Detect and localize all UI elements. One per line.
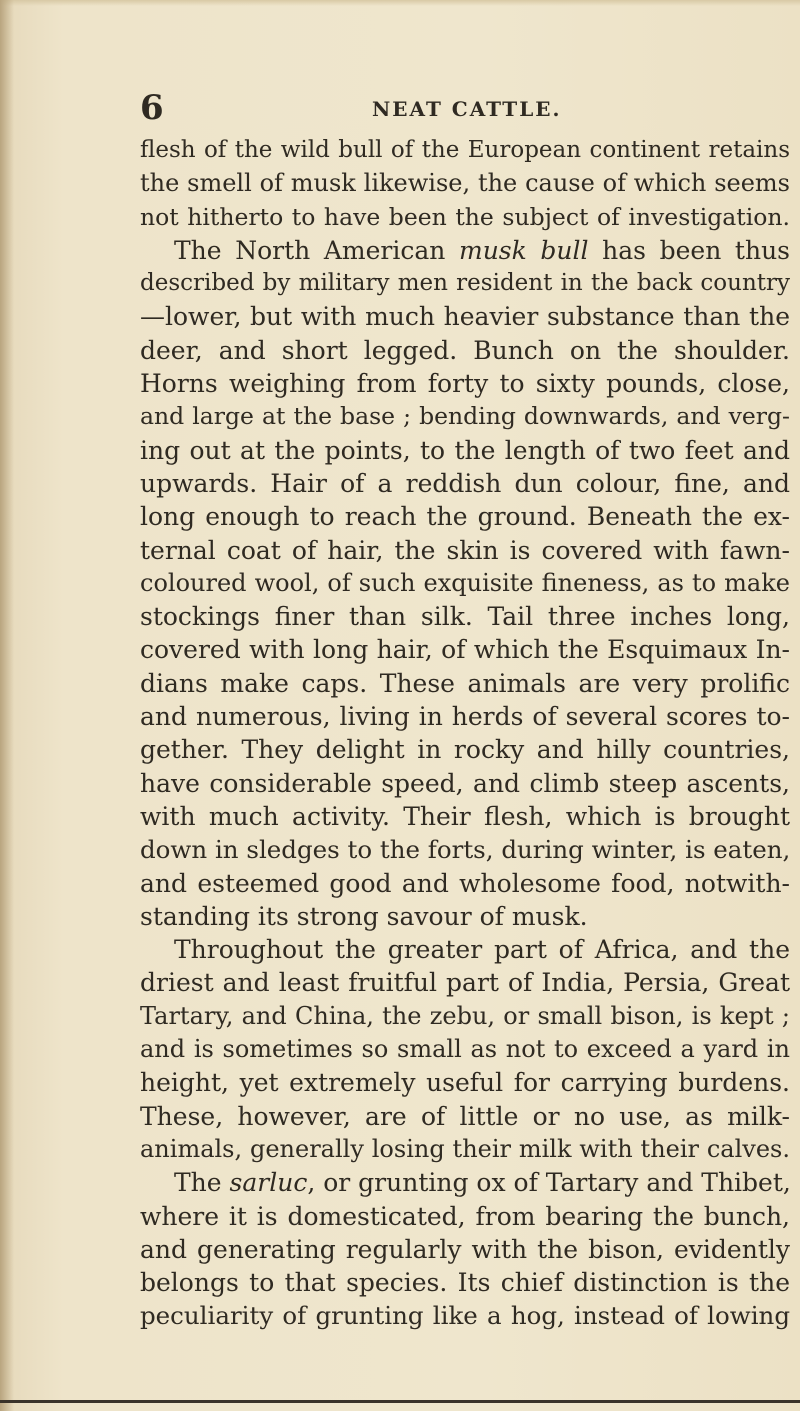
- text-line: standing its strong savour of musk.: [140, 901, 588, 931]
- text-line: Horns weighing from forty to sixty pounds, close,: [140, 369, 790, 399]
- text-line: covered with long hair, of which the Esquimaux In-: [140, 635, 790, 665]
- text-line: and numerous, living in herds of several scores to-: [140, 702, 790, 732]
- text-line: The North American musk bull has been thus: [174, 235, 791, 265]
- text-line: and esteemed good and wholesome food, notwith-: [140, 868, 790, 898]
- text-line: and large at the base ; bending downwards, and verg-: [140, 402, 790, 431]
- text-line: and generating regularly with the bison, evidently: [140, 1234, 790, 1264]
- page-binding-shadow: [0, 0, 14, 1411]
- text-line: not hitherto to have been the subject of investigation.: [140, 202, 790, 231]
- text-line: The sarluc, or grunting ox of Tartary and Thibet,: [174, 1168, 791, 1198]
- text-line: Tartary, and China, the zebu, or small bison, is kept ;: [140, 1001, 790, 1030]
- text-line: gether. They delight in rocky and hilly countries,: [140, 735, 790, 765]
- text-line: deer, and short legged. Bunch on the shoulder.: [140, 335, 790, 365]
- text-line: height, yet extremely useful for carrying burdens.: [140, 1068, 790, 1098]
- text-line: long enough to reach the ground. Beneath the ex-: [140, 502, 790, 532]
- page-header: [140, 88, 780, 128]
- text-line: dians make caps. These animals are very prolific: [140, 668, 790, 698]
- text-line: where it is domesticated, from bearing the bunch,: [140, 1201, 790, 1231]
- text-line: have considerable speed, and climb steep ascents,: [140, 768, 790, 798]
- text-line: and is sometimes so small as not to exceed a yard in: [140, 1035, 790, 1064]
- text-line: with much activity. Their flesh, which is brought: [140, 801, 790, 831]
- italic-term: sarluc: [229, 1168, 308, 1198]
- text-line: Throughout the greater part of Africa, and the: [174, 935, 790, 965]
- running-title: NEAT CATTLE.: [372, 97, 562, 121]
- text-line: ternal coat of hair, the skin is covered with fawn-: [140, 535, 790, 565]
- text-line: These, however, are of little or no use, as milk-: [140, 1101, 790, 1131]
- text-line: the smell of musk likewise, the cause of which seems: [140, 169, 790, 198]
- text-line: described by military men resident in the back country: [140, 270, 790, 297]
- text-line: peculiarity of grunting like a hog, instead of lowing: [140, 1301, 790, 1331]
- text-line: stockings finer than silk. Tail three inches long,: [140, 602, 790, 632]
- body-text: [140, 134, 790, 1333]
- text-line: —lower, but with much heavier substance than the: [140, 302, 790, 332]
- text-line: upwards. Hair of a reddish dun colour, fine, and: [140, 468, 790, 498]
- text-line: driest and least fruitful part of India, Persia, Great: [140, 968, 790, 998]
- page-bottom-rule: [0, 1400, 800, 1403]
- page-top-edge: [0, 0, 800, 6]
- text-line: coloured wool, of such exquisite fineness, as to make: [140, 568, 790, 597]
- page-number: 6: [140, 88, 164, 128]
- text-line: flesh of the wild bull of the European continent retains: [140, 137, 790, 163]
- text-line: down in sledges to the forts, during winter, is eaten,: [140, 835, 791, 865]
- text-line: ing out at the points, to the length of two feet and: [140, 435, 790, 465]
- text-line: animals, generally losing their milk with their calves.: [140, 1134, 790, 1163]
- text-line: belongs to that species. Its chief distinction is the: [140, 1268, 790, 1298]
- italic-term: musk bull: [459, 235, 589, 265]
